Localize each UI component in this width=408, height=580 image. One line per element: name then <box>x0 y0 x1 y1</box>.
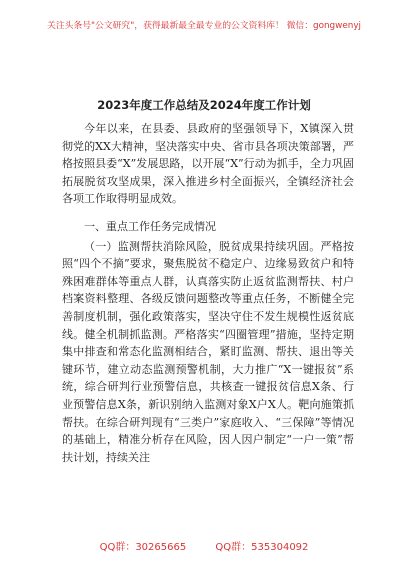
qq-group-1: QQ群：30265665 <box>99 542 187 553</box>
qq-group-2: QQ群：535304092 <box>215 542 309 553</box>
section-paragraph: （一）监测帮扶消除风险，脱贫成果持续巩固。严格按照“四个不摘”要求，聚焦脱贫不稳定户、边缘易致贫户和特殊困难群体等重点人群，认真落实防止返贫监测帮扶、村户档案资料整理、各级反馈问题整改等重点任务，不断健全完善制度机制，强化政策落实，坚决守住不发生规模性返贫底线。健全机制抓监测。严格落实“四圈管理”措施，坚持定期集中排查和常态化监测相结合，紧盯监测、帮扶、退出等关键环节，建立动态监测预警机制，大力推广“X一键报贫”系统，综合研判行业预警信息，共核查一键报贫信息X条、行业预警信息X条，新识别纳入监测对象X户X人。靶向施策抓帮扶。在综合研判现有“三类户”家庭收入、“三保障”等情况的基础上，精准分析存在风险，因人因户制定“一户一策”帮扶计划，持续关注 <box>62 239 354 464</box>
section-heading: 一、重点工作任务完成情况 <box>84 219 216 233</box>
header-banner: 关注头条号"公文研究"，获得最新最全最专业的公文资料库！ 微信：gongwenyj <box>47 21 361 31</box>
intro-paragraph: 今年以来，在县委、县政府的坚强领导下，X镇深入贯彻党的XX大精神，坚决落实中央、省市县各项决策部署，严格按照县委“X”发展思路，以开展“X”行动为抓手，全力巩固拓展脱贫攻坚成果，深入推进乡村全面振兴，全镇经济社会各项工作取得明显成效。 <box>62 122 354 206</box>
footer-contacts <box>0 538 408 553</box>
document-body <box>62 120 354 466</box>
document-title: 2023年度工作总结及2024年度工作计划 <box>97 98 311 112</box>
